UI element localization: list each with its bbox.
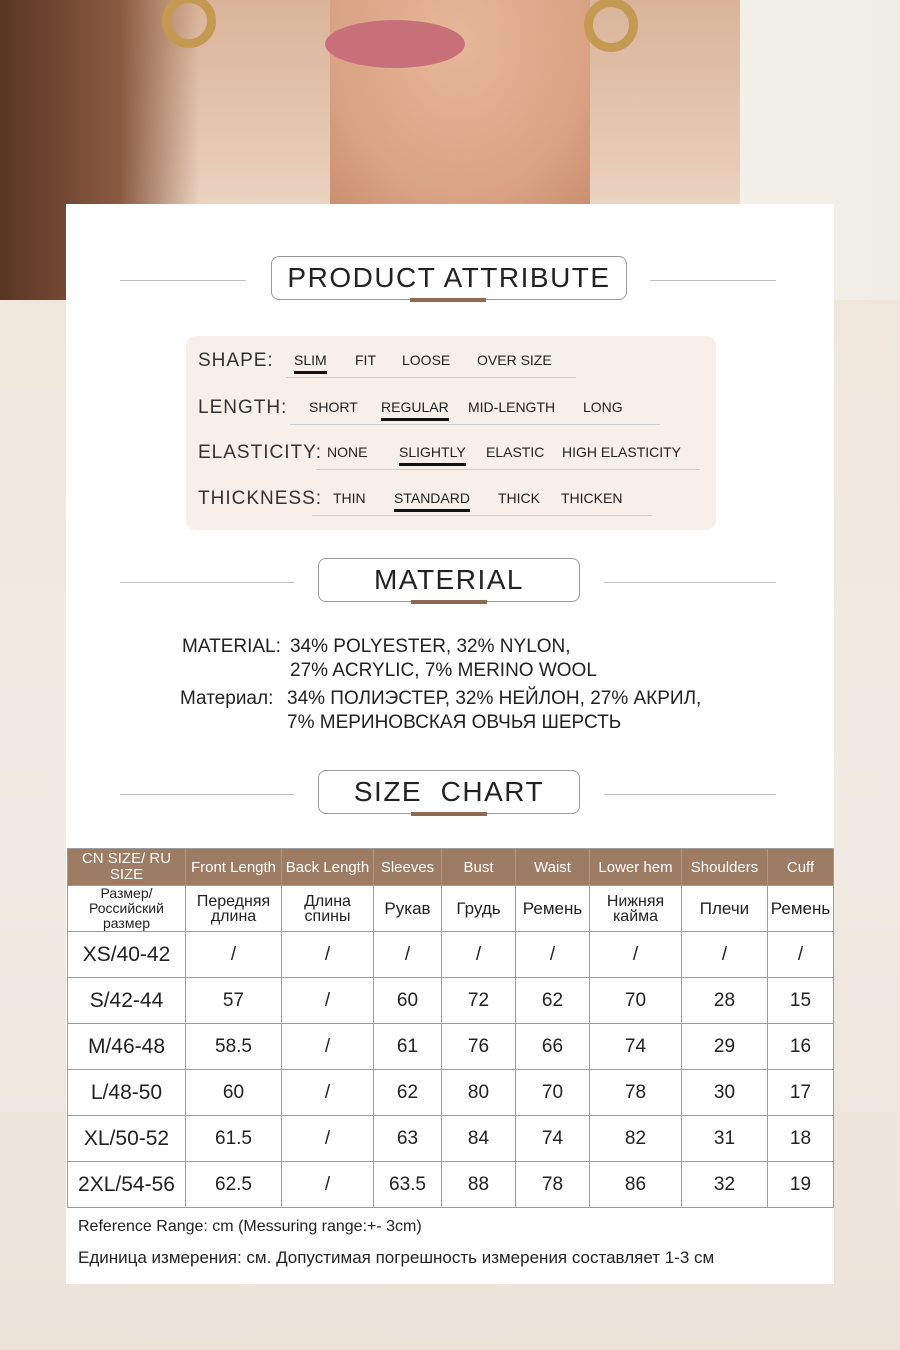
divider-line bbox=[650, 280, 776, 281]
attr-option-selected: SLIM bbox=[294, 352, 327, 368]
measure-cell: 61 bbox=[374, 1024, 442, 1070]
measure-cell: 58.5 bbox=[186, 1024, 282, 1070]
measure-cell: 30 bbox=[682, 1070, 768, 1116]
material-header bbox=[66, 558, 834, 606]
table-row bbox=[68, 1116, 834, 1162]
earring-right bbox=[584, 0, 638, 52]
attr-option: THICKEN bbox=[561, 490, 623, 506]
divider-line bbox=[604, 794, 776, 795]
col-header-ru: Нижняя кайма bbox=[590, 886, 682, 932]
col-header-size: CN SIZE/ RU SIZE bbox=[68, 849, 186, 886]
measure-cell: 70 bbox=[516, 1070, 590, 1116]
attr-option: OVER SIZE bbox=[477, 352, 552, 368]
accent-bar bbox=[411, 812, 487, 816]
col-header: Bust bbox=[442, 849, 516, 886]
attributes-title: PRODUCT ATTRIBUTE bbox=[271, 256, 627, 300]
attr-option: LOOSE bbox=[402, 352, 451, 368]
attr-row-shape bbox=[198, 350, 708, 380]
attr-option: ELASTIC bbox=[486, 444, 545, 460]
col-header: Back Length bbox=[282, 849, 374, 886]
attr-option: HIGH ELASTICITY bbox=[562, 444, 682, 460]
measure-cell: / bbox=[186, 932, 282, 978]
table-row bbox=[68, 978, 834, 1024]
earring-left bbox=[162, 0, 216, 48]
col-header-ru: Длина спины bbox=[282, 886, 374, 932]
material-ru-line2: 7% МЕРИНОВСКАЯ ОВЧЬЯ ШЕРСТЬ bbox=[287, 712, 622, 733]
attr-option: SHORT bbox=[309, 399, 358, 415]
measure-cell: 78 bbox=[590, 1070, 682, 1116]
measure-cell: 61.5 bbox=[186, 1116, 282, 1162]
attr-option: LONG bbox=[583, 399, 623, 415]
size-chart-header bbox=[66, 770, 834, 818]
attr-rule bbox=[286, 377, 576, 378]
divider-line bbox=[120, 582, 294, 583]
attr-rule bbox=[290, 424, 660, 425]
attr-option: FIT bbox=[355, 352, 376, 368]
attr-option: THICK bbox=[498, 490, 540, 506]
measure-cell: 31 bbox=[682, 1116, 768, 1162]
size-chart-title: SIZE CHART bbox=[318, 770, 580, 814]
measure-cell: 18 bbox=[768, 1116, 834, 1162]
header-row-en bbox=[68, 849, 834, 886]
note-en: Reference Range: cm (Messuring range:+- 3cm) bbox=[78, 1218, 422, 1235]
material-en-label: MATERIAL: bbox=[182, 636, 281, 657]
col-header: Lower hem bbox=[590, 849, 682, 886]
measure-cell: 70 bbox=[590, 978, 682, 1024]
measure-cell: 19 bbox=[768, 1162, 834, 1208]
measure-cell: 63 bbox=[374, 1116, 442, 1162]
measure-cell: / bbox=[768, 932, 834, 978]
measure-cell: 15 bbox=[768, 978, 834, 1024]
measure-cell: 29 bbox=[682, 1024, 768, 1070]
lips bbox=[325, 20, 465, 68]
measure-cell: 88 bbox=[442, 1162, 516, 1208]
measure-cell: / bbox=[282, 1116, 374, 1162]
measure-cell: 80 bbox=[442, 1070, 516, 1116]
col-header-ru: Передняя длина bbox=[186, 886, 282, 932]
table-row bbox=[68, 1024, 834, 1070]
divider-line bbox=[604, 582, 776, 583]
col-header: Cuff bbox=[768, 849, 834, 886]
attr-row-length bbox=[198, 397, 708, 427]
attr-option-selected: STANDARD bbox=[394, 490, 470, 506]
material-en-line2: 27% ACRYLIC, 7% MERINO WOOL bbox=[290, 660, 597, 681]
measure-cell: 82 bbox=[590, 1116, 682, 1162]
material-en-line1: 34% POLYESTER, 32% NYLON, bbox=[290, 636, 571, 657]
attr-option: NONE bbox=[327, 444, 368, 460]
measure-cell: / bbox=[282, 978, 374, 1024]
attr-option: THIN bbox=[333, 490, 366, 506]
accent-bar bbox=[410, 298, 486, 302]
attributes-box bbox=[186, 336, 716, 530]
measure-cell: 28 bbox=[682, 978, 768, 1024]
col-header-ru: Ремень bbox=[516, 886, 590, 932]
accent-bar bbox=[411, 600, 487, 604]
measure-cell: / bbox=[590, 932, 682, 978]
measure-cell: 62 bbox=[374, 1070, 442, 1116]
material-ru-line1: 34% ПОЛИЭСТЕР, 32% НЕЙЛОН, 27% АКРИЛ, bbox=[287, 688, 702, 709]
attr-rule bbox=[316, 469, 700, 470]
attr-option-selected: SLIGHTLY bbox=[399, 444, 466, 460]
measure-cell: / bbox=[282, 932, 374, 978]
attr-label: THICKNESS: bbox=[198, 488, 323, 509]
col-header: Shoulders bbox=[682, 849, 768, 886]
material-ru-label: Материал: bbox=[180, 688, 274, 709]
measure-cell: 17 bbox=[768, 1070, 834, 1116]
size-table bbox=[67, 848, 834, 1208]
measure-cell: 32 bbox=[682, 1162, 768, 1208]
divider-line bbox=[120, 280, 246, 281]
note-ru: Единица измерения: см. Допустимая погрешность измерения составляет 1-3 см bbox=[78, 1248, 715, 1267]
measure-cell: 63.5 bbox=[374, 1162, 442, 1208]
col-header: Waist bbox=[516, 849, 590, 886]
col-header-size-ru: Размер/ Российский размер bbox=[68, 886, 186, 932]
measure-cell: / bbox=[516, 932, 590, 978]
measure-cell: / bbox=[282, 1024, 374, 1070]
size-cell: S/42-44 bbox=[68, 978, 186, 1024]
measure-cell: 60 bbox=[374, 978, 442, 1024]
divider-line bbox=[120, 794, 294, 795]
measure-cell: 62 bbox=[516, 978, 590, 1024]
attr-option-selected: REGULAR bbox=[381, 399, 449, 415]
size-cell: XL/50-52 bbox=[68, 1116, 186, 1162]
measure-cell: 84 bbox=[442, 1116, 516, 1162]
measure-cell: 78 bbox=[516, 1162, 590, 1208]
size-cell: XS/40-42 bbox=[68, 932, 186, 978]
attr-rule bbox=[312, 515, 652, 516]
measure-cell: 86 bbox=[590, 1162, 682, 1208]
measure-cell: 57 bbox=[186, 978, 282, 1024]
measure-cell: / bbox=[682, 932, 768, 978]
measure-cell: 74 bbox=[516, 1116, 590, 1162]
measure-cell: / bbox=[442, 932, 516, 978]
measure-cell: 16 bbox=[768, 1024, 834, 1070]
table-row bbox=[68, 1070, 834, 1116]
measure-cell: 74 bbox=[590, 1024, 682, 1070]
info-panel bbox=[66, 204, 834, 1284]
col-header-ru: Рукав bbox=[374, 886, 442, 932]
attr-option: MID-LENGTH bbox=[468, 399, 556, 415]
attr-label: SHAPE: bbox=[198, 350, 274, 371]
table-row bbox=[68, 932, 834, 978]
size-cell: 2XL/54-56 bbox=[68, 1162, 186, 1208]
col-header-ru: Грудь bbox=[442, 886, 516, 932]
header-row-ru bbox=[68, 886, 834, 932]
measure-cell: 66 bbox=[516, 1024, 590, 1070]
measure-cell: / bbox=[282, 1070, 374, 1116]
measure-cell: 62.5 bbox=[186, 1162, 282, 1208]
attr-row-elasticity bbox=[198, 442, 708, 472]
attr-row-thickness bbox=[198, 488, 708, 518]
attr-label: ELASTICITY: bbox=[198, 442, 322, 463]
size-cell: L/48-50 bbox=[68, 1070, 186, 1116]
col-header: Front Length bbox=[186, 849, 282, 886]
measure-cell: 76 bbox=[442, 1024, 516, 1070]
col-header-ru: Плечи bbox=[682, 886, 768, 932]
table-row bbox=[68, 1162, 834, 1208]
measure-cell: / bbox=[282, 1162, 374, 1208]
material-title: MATERIAL bbox=[318, 558, 580, 602]
attr-label: LENGTH: bbox=[198, 397, 288, 418]
measure-cell: 60 bbox=[186, 1070, 282, 1116]
size-cell: M/46-48 bbox=[68, 1024, 186, 1070]
measure-cell: / bbox=[374, 932, 442, 978]
col-header: Sleeves bbox=[374, 849, 442, 886]
attributes-header bbox=[66, 256, 834, 304]
col-header-ru: Ремень bbox=[768, 886, 834, 932]
measure-cell: 72 bbox=[442, 978, 516, 1024]
